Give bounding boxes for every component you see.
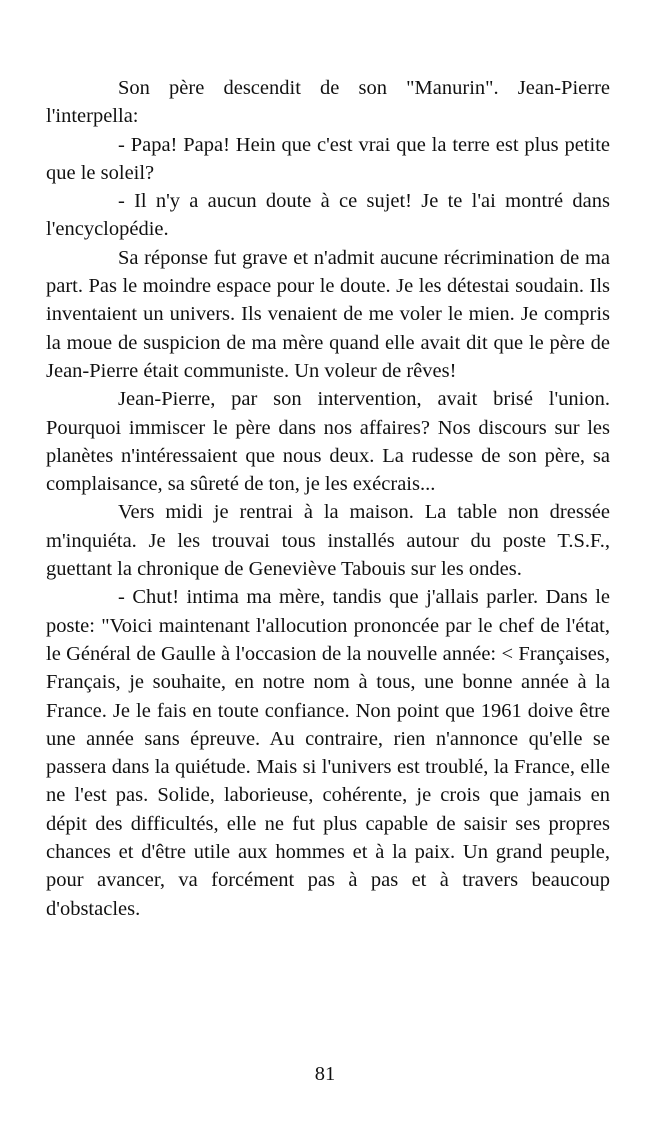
paragraph-5: Jean-Pierre, par son intervention, avait brisé l'union. Pourquoi immiscer le père dans nos affaires? Nos discours sur les planètes n'intéressaient que nous deux. La rudesse de son père, sa complaisance, sa sûreté de ton, je les exécrais...: [46, 388, 610, 496]
paragraph-3: - Il n'y a aucun doute à ce sujet! Je te l'ai montré dans l'encyclopédie.: [46, 190, 610, 241]
paragraph-1: Son père descendit de son "Manurin". Jean-Pierre l'interpella:: [46, 77, 610, 128]
page-number: 81: [314, 1063, 336, 1085]
paragraph-6: Vers midi je rentrai à la maison. La table non dressée m'inquiéta. Je les trouvai tous installés autour du poste T.S.F., guettant la chronique de Geneviève Tabouis sur les ondes.: [46, 501, 610, 581]
paragraph-7: - Chut! intima ma mère, tandis que j'allais parler. Dans le poste: "Voici maintenant l'allocution prononcée par le chef de l'état, le Général de Gaulle à l'occasion de la nouvelle année: < Françaises, Français, je souhaite, en notre nom à tous, une bonne année à la France. Je le fais en toute confiance. Non point que 1961 doive être une année sans épreuve. Au contraire, rien n'annonce qu'elle se passera dans la quiétude. Mais si l'univers est troublé, la France, elle ne l'est pas. Solide, laborieuse, cohérente, je crois que jamais en dépit des difficultés, elle ne fut plus capable de saisir ses propres chances et d'être utile aux hommes et à la paix. Un grand peuple, pour avancer, va forcément pas à pas et à travers beaucoup d'obstacles.: [46, 586, 610, 920]
paragraph-2: - Papa! Papa! Hein que c'est vrai que la terre est plus petite que le soleil?: [46, 133, 610, 184]
paragraph-4: Sa réponse fut grave et n'admit aucune récrimination de ma part. Pas le moindre espace pour le doute. Je les détestai soudain. Ils inventaient un univers. Ils venaient de me voler le mien. Je compris la moue de suspicion de ma mère quand elle avait dit que le père de Jean-Pierre était communiste. Un voleur de rêves!: [46, 246, 610, 382]
page-body: [46, 74, 610, 923]
